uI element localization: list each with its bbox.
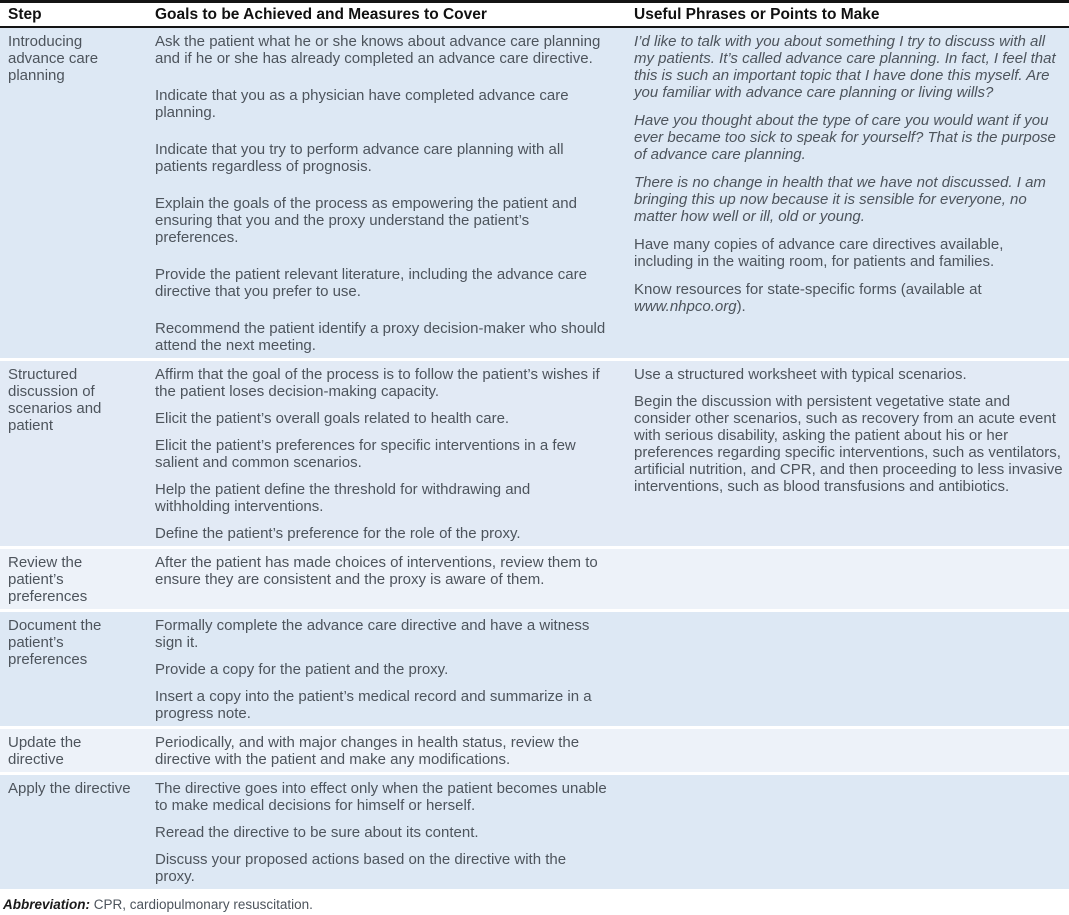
- table-header-row: [0, 3, 1069, 28]
- goal-item: Insert a copy into the patient’s medical record and summarize in a progress note.: [155, 688, 592, 722]
- goal-item: Provide the patient relevant literature, including the advance care directive that you prefer to use.: [155, 266, 587, 300]
- step-cell: Review the patient’s preferences: [8, 554, 88, 605]
- goal-item: Formally complete the advance care directive and have a witness sign it.: [155, 617, 590, 651]
- abbreviation-text: CPR, cardiopulmonary resuscitation.: [90, 897, 313, 912]
- table-row: [0, 729, 1069, 775]
- abbreviation-note: [0, 892, 1069, 915]
- goal-item: Indicate that you try to perform advance care planning with all patients regardless of prognosis.: [155, 141, 564, 175]
- goal-item: After the patient has made choices of interventions, review them to ensure they are consistent and the proxy is aware of them.: [155, 554, 598, 588]
- abbreviation-label: Abbreviation:: [3, 897, 91, 912]
- goal-item: Help the patient define the threshold for withdrawing and withholding interventions.: [155, 481, 531, 515]
- goal-item: Periodically, and with major changes in health status, review the directive with the patient and make any modifications.: [155, 734, 580, 768]
- column-header-phrases: Useful Phrases or Points to Make: [634, 6, 880, 23]
- goal-item: Reread the directive to be sure about its content.: [155, 824, 479, 841]
- phrases-cell: [624, 554, 1069, 605]
- table-row: [0, 549, 1069, 612]
- goal-item: Indicate that you as a physician have completed advance care planning.: [155, 87, 569, 121]
- phrase-item: Use a structured worksheet with typical scenarios.: [634, 366, 967, 383]
- goal-item: Elicit the patient’s overall goals related to health care.: [155, 410, 510, 427]
- phrase-item: Know resources for state-specific forms (available at www.nhpco.org).: [634, 281, 982, 315]
- goal-item: Recommend the patient identify a proxy decision-maker who should attend the next meeting.: [155, 320, 606, 354]
- goals-cell: [147, 554, 624, 605]
- phrase-item: Begin the discussion with persistent vegetative state and consider other scenarios, such as recovery from an acute event with serious disability, asking the patient about his or her preferences regarding specific interventions, such as ventilators, artificial nutrition, and CPR, and then proceeding to less invasive interventions, such as blood transfusions and antibiotics.: [634, 393, 1063, 495]
- goal-item: Discuss your proposed actions based on the directive with the proxy.: [155, 851, 567, 885]
- step-cell: Apply the directive: [8, 780, 131, 797]
- phrases-cell: [624, 617, 1069, 722]
- phrases-cell: [624, 33, 1069, 354]
- goal-item: Provide a copy for the patient and the proxy.: [155, 661, 449, 678]
- column-header-step: Step: [8, 6, 42, 23]
- table-row: [0, 28, 1069, 361]
- table-row: [0, 612, 1069, 729]
- phrases-cell: [624, 734, 1069, 768]
- step-cell: Structured discussion of scenarios and patient: [8, 366, 102, 434]
- phrase-item: Have you thought about the type of care you would want if you ever became too sick to speak for yourself? That is the purpose of advance care planning.: [634, 112, 1056, 163]
- table-body: [0, 28, 1069, 892]
- step-cell: Document the patient’s preferences: [8, 617, 102, 668]
- goal-item: Elicit the patient’s preferences for specific interventions in a few salient and common scenarios.: [155, 437, 576, 471]
- goals-cell: [147, 366, 624, 542]
- goal-item: Ask the patient what he or she knows about advance care planning and if he or she has already completed an advance care directive.: [155, 33, 601, 67]
- goal-item: Explain the goals of the process as empowering the patient and ensuring that you and the proxy understand the patient’s preferences.: [155, 195, 577, 246]
- column-header-goals: Goals to be Achieved and Measures to Cover: [155, 6, 487, 23]
- step-cell: Introducing advance care planning: [8, 33, 99, 84]
- phrase-item: There is no change in health that we have not discussed. I am bringing this up now because it is sensible for everyone, no matter how well or ill, old or young.: [634, 174, 1046, 225]
- phrases-cell: [624, 366, 1069, 542]
- phrase-item: Have many copies of advance care directives available, including in the waiting room, for patients and families.: [634, 236, 1004, 270]
- goals-cell: [147, 33, 624, 354]
- goals-cell: [147, 734, 624, 768]
- table-row: [0, 775, 1069, 892]
- table-row: [0, 361, 1069, 549]
- goal-item: The directive goes into effect only when the patient becomes unable to make medical decisions for himself or herself.: [155, 780, 607, 814]
- step-cell: Update the directive: [8, 734, 82, 768]
- goal-item: Define the patient’s preference for the role of the proxy.: [155, 525, 521, 542]
- goal-item: Affirm that the goal of the process is to follow the patient’s wishes if the patient loses decision-making capacity.: [155, 366, 600, 400]
- goals-cell: [147, 617, 624, 722]
- phrase-item: I’d like to talk with you about something I try to discuss with all my patients. It’s called advance care planning. In fact, I feel that this is such an important topic that I have done this myself. Are you familiar with advance care planning or living wills?: [634, 33, 1056, 101]
